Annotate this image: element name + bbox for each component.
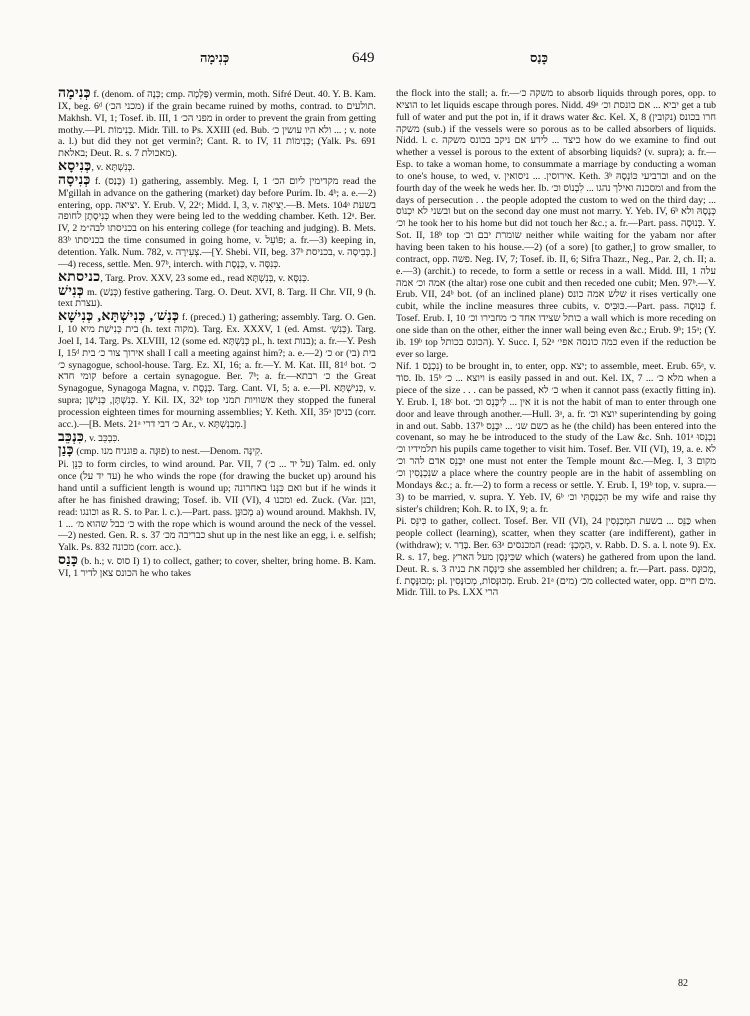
- entry-headword: כְּנִיסָא: [58, 159, 92, 175]
- entry-headword: כְּנִישׁ: [58, 283, 85, 299]
- entry-text: , v. כִּבְכֵּב.: [84, 432, 120, 444]
- entry-text: f. (preced.) 1) gathering; assembly. Targ. O. Gen. I, 10 בית כְּנִישַׁת מיא (h. text מקוה). Targ. Ex. XXXV, 1 (ed. Amst. כְּנִשְׁ׳). Targ. Joel I, 14. Targ. Ps. XLVIII, 12 (some ed. כְּנִשְׁתָּא pl., h. text בנות); a. fr.—Y. Pesh I, 15ᵈ אירוך צור כ׳ בית shall I call a meeting against him?; a. e.—2) כ׳ or (בי) בית כ׳ synagogue, school-house. Targ. Ez. XI, 16; a. fr.—Y. M. Kat. III, 81ᵈ bot. כ׳ קומי חדא before a certain synagogue. Ber. 7ᵇ; a. fr.—כ׳ רבתא the Great Synagogue, Synagoga Magna, v. כְּנֶסֶת. Targ. Cant. VI, 5; a. e.—Pl. כְּנִישְׁתָּא, v. supra; כְּנִשְׁתָּן, כְּנִישָׁן. Y. Kil. IX, 32ᵇ top אשוויות תמני they stopped the funeral procession eighteen times for mourning assemblies; Y. Keth. XII, 35ᵃ בניסן (corr. acc.).—[B. Mets. 21ᵃ כ׳ דבי דרי Ar., v. מְבַנְשְׁתָּא.]: [58, 312, 376, 430]
- dictionary-entry: [58, 429, 376, 445]
- dictionary-entry: [58, 311, 376, 430]
- dictionary-entry: [396, 88, 716, 360]
- entry-text: the flock into the stall; a. fr.—משקה כ׳ to absorb liquids through pores, opp. to הוציא to let liquids escape through pores. Nidd. 49ᵃ יביא ... אם כונסת וכ׳ get a tub full of water and put the pot in, if it draws water &c. Kel. X, 8 (נקובין) חרו בכונס משקה (sub.) if the vessels were so porous as to be called absorbers of liquids. Nidd. l. c. כיצד ... לידע אם ניקב בכונס משקה how do we examine to find out whether a vessel is porous to the extent of absorbing liquids? (v. supra); a. fr.—Esp. to take a woman home, to consummate a marriage by conducting a woman to one's house, to wed, v. אירוסין. ... ניסואין. Keth. 3ᵇ וברביעי כּוֹנְסָהּ and on the fourth day of the week he weds her. Ib. ומסכנה ואילך נהגו ... לִבְנוֹס וכ׳ and from the days of persecution . . the people adopted the custom to wed on the third day; ... ובשני לא יִכְנוֹס but on the second day one must not marry. Y. Yeb. IV, 6ᵇ כְּנָסָהּ ולא וכ׳ he took her to his home but did not touch her &c.; a. fr.—Part. pass. כְּנוּסָה. Y. Sot. II, 18ᵇ top שומרת יבם וכ׳ neither while waiting for the yabam nor after having been taken to his house.—2) (of a sore) [to gather,] to grow smaller, to contract, opp. פשה. Neg. IV, 7; Tosef. ib. II, 6; Sifra Thazr., Neg., Par. 2, ch. II; a. e.—3) (archit.) to recede, to form a settle or recess in a wall. Midd. III, 1 עלה אמה וכ׳ אמה (the altar) rose one cubit and then receded one cubit; Men. 97ᵇ.—Y. Erub. VII, 24ᵇ bot. (of an inclined plane) שלש אמה כונס it rises vertically one cubit, while the incline measures three cubits, v. כּוּבִּיס.—Part. pass. כְּנוּסָה f. Tosef. Erub. I, 10 כותל שצידו אחד כ׳ מחבירו וכ׳ a wall which is more receding on one side than on the other, either the inner wall being even &c.; Erub. 9ᵇ; 15ᵃ; (Y. ib. 19ᵇ top הכונס בכותל). Y. Succ. I, 52ᵃ כמה כונסה אפי׳ even if the reduction be ever so large.: [396, 88, 716, 360]
- dictionary-entry: [396, 516, 716, 599]
- dictionary-entry: [58, 445, 376, 458]
- entry-text: f. (denom. of כְּנָה; cmp. פַּלְמָה) vermin, moth. Sifré Deut. 40. Y. B. Kam. IX, beg. 6ᵈ (מכני הכ׳) if the grain became ruined by moths, contrad. to תולעים. Makhsh. VI, 1; Tosef. ib. III, 1 מפני הכ׳ in order to prevent the grain from getting mothy.—Pl. כְּנִימוֹת. Midr. Till. to Ps. XXIII (ed. Bub. ולא היו עושין כ׳ ... ; v. note a. l.) but did they not get vermin?; Cant. R. to IV, 11 כְּנִימוֹת; (Yalk. Ps. 691 באלאת; Deut. R. s. 7 מאכולת).: [58, 89, 376, 160]
- dictionary-entry: [58, 283, 376, 311]
- running-head-left: כְּנִימָה: [200, 51, 230, 66]
- running-head-right: כָּנַס: [530, 51, 548, 66]
- dictionary-entry: [396, 361, 716, 515]
- entry-headword: כִּנְכֵּב: [58, 429, 85, 445]
- entry-headword: כָּנַס: [58, 553, 79, 569]
- entry-headword: כניסתא: [58, 269, 101, 285]
- entry-text: Pi. כִּנֵּן to form circles, to wind around. Par. VII, 7 (על יד ... כ׳) Talm. ed. only once (עד יד על) he who winds the rope (for drawing the bucket up) around his hand until a sufficient length is wound up; ואם כִּנְּנוֹ באחרונה but if he winds it after he has finished drawing; Tosef. ib. VII (VI), 4 ומכנו ed. Zuck. (Var. ובנן, read: וכונגו as R. S. to Par. l. c.).—Part. pass. מְכוּנָּן a) wound around. Makhsh. IV, 1 ... כ׳ כבל שהוא מ׳ with the rope which is wound around the neck of the vessel.—2) nested. Gen. R. s. 37 כבריבה מכ׳ shut up in the nest like an egg, i. e. selfish; Yalk. Ps. 832 מכונה (corr. acc.).: [58, 459, 376, 554]
- dictionary-entry: [58, 269, 376, 285]
- entry-text: , Targ. Prov. XXV, 23 some ed., read בְּנִשְׁתָּא, v. כְּנִסָּא.: [100, 272, 310, 284]
- right-column: [396, 88, 716, 988]
- dictionary-entry: [58, 555, 376, 580]
- entry-text: (cmp. פוגניח מנו a. פוּגָּה) to nest.—Denom. קִינָּה.: [73, 446, 263, 458]
- dictionary-entry: [58, 459, 376, 554]
- dictionary-entry: [58, 172, 376, 271]
- entry-headword: כָּנַן: [58, 443, 74, 459]
- dictionary-entry: [58, 88, 376, 160]
- entry-text: Pi. כִּינֵּס to gather, collect. Tosef. Ber. VII (VI), 24 כַּנֵּס ... בשעת המְכַנְּסִין when people collect (learning), scatter, when they scatter (are indifferent), gather in (withdraw); v. בָּדַר. Ber. 63ᵃ המכנסים (read: הַמְכַנְּ׳, v. Rabb. D. S. a. l. note 9). Ex. R. s. 17, beg. שכִּינְּסָן מעל הארץ which (waters) he gathered from upon the land. Deut. R. s. 3 כִּינְּסָה את בניה she assembled her children; a. fr.—Part. pass. מְכוּנָּס, f. מְכוּנֶּסֶת; pl. מְכוּנָּסוֹת, מְכוּנָּסִין. Erub. 21ᵃ (מים) מכ׳ collected water, opp. מים חיים. Midr. Till. to Ps. LXX הרי: [396, 516, 716, 599]
- left-column: [58, 88, 376, 988]
- entry-headword: כְּנִיסָה: [58, 172, 91, 188]
- entry-headword: כְּנִשׁ׳, כְּנִישְׁתָּא, כְּנִישָׁא: [58, 309, 180, 325]
- dictionary-entry: [58, 161, 376, 174]
- entry-text: , v. כְּנִשְׁתָּא.: [91, 162, 135, 174]
- entry-text: (b. h.; v. סוס I) 1) to collect, gather; to cover, shelter, bring home. B. Kam. VI, 1 הכונס צאן לדיר he who takes: [58, 556, 376, 579]
- signature-mark: 82: [678, 978, 688, 989]
- entry-text: f. (כָּנַס) 1) gathering, assembly. Meg. I, 1 מקדימין ליום הכ׳ read the M'gillah in advance on the gathering (market) day before Purim. Ib. 4ᵇ; a. e.—2) entering, opp. יציאה. Y. Erub. V, 22ᶜ; Midd. I, 3, v. יְצִיאָה.—B. Mets. 104ᵃ בשעת כְּנִיסָתָן לחופה when they were being led to the wedding chamber. Keth. 12ᵃ. Ber. IV, 2 בכניסתו לבה״מ on his entering college (for teaching and judging). B. Mets. 83ᵇ בכניסתו the time consumed in going home, v. פּוֹעֵל; a. fr.—3) keeping in, detention. Yalk. Num. 782, v. צְעִירָה.—[Y. Shebi. VII, beg. 37ᵇ בכניסת, v. כְּבִיסָה.]—4) recess, settle. Men. 97ᵇ, interch. with כְּנֶסֶת, v. כְּנִסָּה.: [58, 175, 376, 270]
- entry-text: m. (כְּנַשׁ) festive gathering. Targ. O. Deut. XVI, 8. Targ. II Chr. VII, 9 (h. text עצרת).: [58, 286, 376, 310]
- entry-headword: כְּנִימָה: [58, 88, 91, 101]
- entry-text: Nif. נִכְנַס 1) to be brought in, to enter, opp. יצא; to assemble, meet. Erub. 65ᵃ, v. סוֹד. Ib. 15ᵇ ויוצא ... כ׳ is easily passed in and out. Kel. IX, 7 ... מלא כ׳ when a piece of the size . . . can be passed, כ׳ לא when it cannot pass (exactly fitting in). Y. Erub. I, 18ᶜ bot. אין ... לִיכָּנֵס וכ׳ it is not the habit of man to enter through one door and leave through another.—Hull. 3ᵃ, a. fr. יוצא וכ׳ superintending by going in and out. Sabb. 137ᵇ כשם שנ׳ ... יִכָּנֵס as he (the child) has been entered into the covenant, so may he be introduced to the study of the Law &c. Snh. 101ᵃ נִכְנְסוּ תלמידיו וכ׳ his pupils came together to visit him. Tosef. Ber. VII (VI), 19, a. e. לא יִכָּנֵס אדם להר וכ׳ one must not enter the Temple mount &c.—Meg. I, 3 מקום שנִכְנָסִין וכ׳ a place where the country people are in the habit of assembling on Mondays &c.; a. fr.—2) to form a recess or settle. Y. Erub. I, 19ᵇ top, v. supra.—3) to be married, v. supra. Y. Yeb. IV, 6ᵇ הִכְנַסְתִּי וכ׳ be my wife and raise thy sister's children; Koh. R. to IX, 9; a. fr.: [396, 361, 716, 515]
- page-number: 649: [352, 50, 375, 66]
